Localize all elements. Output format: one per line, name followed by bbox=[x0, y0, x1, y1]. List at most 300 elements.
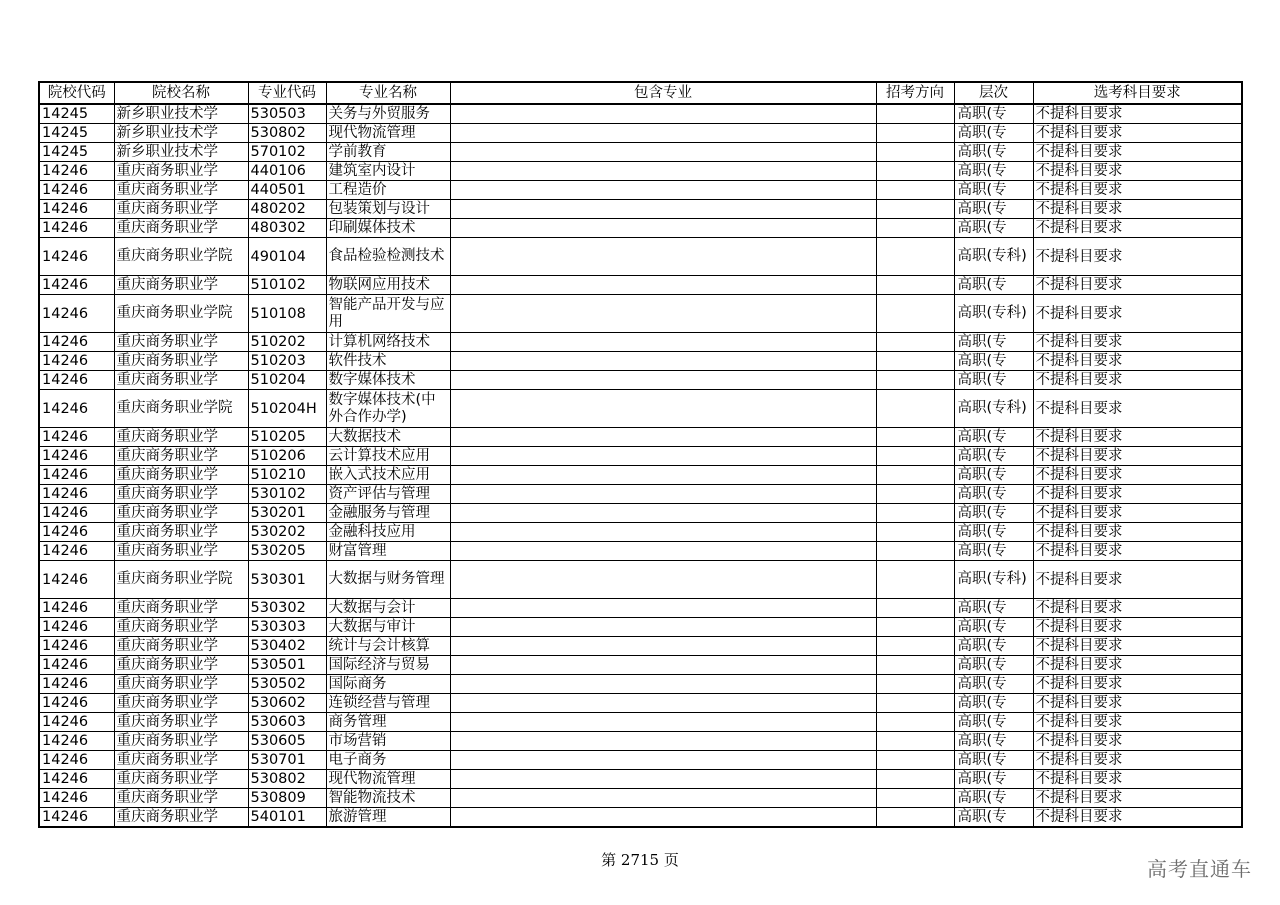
cell-included-majors bbox=[450, 675, 876, 694]
table-row bbox=[39, 219, 1242, 238]
cell-level: 高职(专 bbox=[954, 466, 1033, 485]
cell-direction bbox=[876, 352, 954, 371]
cell-major-name: 数字媒体技术 bbox=[326, 371, 450, 390]
table-row bbox=[39, 352, 1242, 371]
cell-subject-requirement: 不提科目要求 bbox=[1033, 238, 1242, 276]
cell-school-name: 重庆商务职业学 bbox=[114, 333, 248, 352]
cell-school-code: 14246 bbox=[39, 637, 114, 656]
cell-direction bbox=[876, 808, 954, 828]
cell-school-code: 14246 bbox=[39, 656, 114, 675]
cell-school-code: 14246 bbox=[39, 352, 114, 371]
cell-school-code: 14246 bbox=[39, 732, 114, 751]
cell-school-name: 重庆商务职业学 bbox=[114, 485, 248, 504]
cell-school-code: 14246 bbox=[39, 808, 114, 828]
cell-major-code: 530303 bbox=[248, 618, 326, 637]
cell-major-name: 旅游管理 bbox=[326, 808, 450, 828]
cell-subject-requirement: 不提科目要求 bbox=[1033, 181, 1242, 200]
cell-school-name: 重庆商务职业学 bbox=[114, 504, 248, 523]
cell-direction bbox=[876, 238, 954, 276]
table-row bbox=[39, 485, 1242, 504]
cell-direction bbox=[876, 599, 954, 618]
table-row bbox=[39, 732, 1242, 751]
table-row bbox=[39, 295, 1242, 333]
cell-included-majors bbox=[450, 333, 876, 352]
cell-subject-requirement: 不提科目要求 bbox=[1033, 162, 1242, 181]
cell-school-name: 新乡职业技术学 bbox=[114, 124, 248, 143]
cell-level: 高职(专 bbox=[954, 124, 1033, 143]
cell-school-name: 重庆商务职业学 bbox=[114, 466, 248, 485]
cell-included-majors bbox=[450, 276, 876, 295]
cell-level: 高职(专 bbox=[954, 523, 1033, 542]
cell-direction bbox=[876, 124, 954, 143]
cell-school-code: 14246 bbox=[39, 238, 114, 276]
cell-major-name: 商务管理 bbox=[326, 713, 450, 732]
cell-direction bbox=[876, 751, 954, 770]
cell-level: 高职(专 bbox=[954, 162, 1033, 181]
cell-major-name: 现代物流管理 bbox=[326, 770, 450, 789]
cell-direction bbox=[876, 295, 954, 333]
table-row bbox=[39, 637, 1242, 656]
cell-level: 高职(专 bbox=[954, 504, 1033, 523]
cell-level: 高职(专 bbox=[954, 808, 1033, 828]
cell-school-name: 新乡职业技术学 bbox=[114, 104, 248, 124]
table-row bbox=[39, 789, 1242, 808]
cell-direction bbox=[876, 770, 954, 789]
cell-major-code: 490104 bbox=[248, 238, 326, 276]
cell-major-code: 570102 bbox=[248, 143, 326, 162]
cell-major-code: 530501 bbox=[248, 656, 326, 675]
cell-school-code: 14246 bbox=[39, 675, 114, 694]
cell-subject-requirement: 不提科目要求 bbox=[1033, 276, 1242, 295]
cell-school-code: 14246 bbox=[39, 599, 114, 618]
cell-subject-requirement: 不提科目要求 bbox=[1033, 542, 1242, 561]
cell-included-majors bbox=[450, 390, 876, 428]
cell-direction bbox=[876, 618, 954, 637]
cell-school-code: 14246 bbox=[39, 447, 114, 466]
cell-school-code: 14245 bbox=[39, 104, 114, 124]
cell-major-code: 510108 bbox=[248, 295, 326, 333]
cell-direction bbox=[876, 485, 954, 504]
page-number: 第 2715 页 bbox=[601, 851, 679, 869]
cell-included-majors bbox=[450, 637, 876, 656]
cell-school-name: 重庆商务职业学 bbox=[114, 789, 248, 808]
cell-school-code: 14246 bbox=[39, 770, 114, 789]
table-row bbox=[39, 466, 1242, 485]
cell-school-name: 重庆商务职业学 bbox=[114, 675, 248, 694]
cell-included-majors bbox=[450, 656, 876, 675]
cell-school-code: 14246 bbox=[39, 390, 114, 428]
cell-school-name: 重庆商务职业学 bbox=[114, 694, 248, 713]
cell-included-majors bbox=[450, 428, 876, 447]
cell-school-code: 14246 bbox=[39, 751, 114, 770]
cell-level: 高职(专 bbox=[954, 694, 1033, 713]
cell-school-name: 重庆商务职业学 bbox=[114, 276, 248, 295]
cell-major-code: 530809 bbox=[248, 789, 326, 808]
cell-major-code: 510202 bbox=[248, 333, 326, 352]
cell-major-name: 国际经济与贸易 bbox=[326, 656, 450, 675]
cell-level: 高职(专 bbox=[954, 618, 1033, 637]
cell-direction bbox=[876, 276, 954, 295]
cell-subject-requirement: 不提科目要求 bbox=[1033, 694, 1242, 713]
cell-level: 高职(专 bbox=[954, 732, 1033, 751]
cell-major-code: 530201 bbox=[248, 504, 326, 523]
cell-level: 高职(专 bbox=[954, 542, 1033, 561]
cell-direction bbox=[876, 789, 954, 808]
cell-included-majors bbox=[450, 181, 876, 200]
cell-major-code: 530402 bbox=[248, 637, 326, 656]
cell-level: 高职(专 bbox=[954, 447, 1033, 466]
cell-subject-requirement: 不提科目要求 bbox=[1033, 219, 1242, 238]
table-body bbox=[39, 104, 1242, 827]
cell-direction bbox=[876, 637, 954, 656]
cell-major-code: 440501 bbox=[248, 181, 326, 200]
cell-school-name: 重庆商务职业学 bbox=[114, 162, 248, 181]
cell-school-name: 重庆商务职业学 bbox=[114, 713, 248, 732]
cell-level: 高职(专科) bbox=[954, 295, 1033, 333]
cell-school-code: 14246 bbox=[39, 219, 114, 238]
cell-school-code: 14246 bbox=[39, 200, 114, 219]
cell-included-majors bbox=[450, 447, 876, 466]
table-row bbox=[39, 333, 1242, 352]
cell-subject-requirement: 不提科目要求 bbox=[1033, 200, 1242, 219]
cell-school-name: 重庆商务职业学院 bbox=[114, 238, 248, 276]
cell-major-code: 530602 bbox=[248, 694, 326, 713]
cell-included-majors bbox=[450, 124, 876, 143]
cell-level: 高职(专 bbox=[954, 371, 1033, 390]
cell-subject-requirement: 不提科目要求 bbox=[1033, 618, 1242, 637]
table-row bbox=[39, 371, 1242, 390]
cell-included-majors bbox=[450, 295, 876, 333]
cell-included-majors bbox=[450, 808, 876, 828]
cell-included-majors bbox=[450, 523, 876, 542]
header-level: 层次 bbox=[954, 82, 1033, 104]
table-row bbox=[39, 561, 1242, 599]
header-school-code: 院校代码 bbox=[39, 82, 114, 104]
cell-subject-requirement: 不提科目要求 bbox=[1033, 656, 1242, 675]
header-major-code: 专业代码 bbox=[248, 82, 326, 104]
cell-included-majors bbox=[450, 485, 876, 504]
cell-major-name: 大数据技术 bbox=[326, 428, 450, 447]
cell-school-code: 14246 bbox=[39, 181, 114, 200]
cell-included-majors bbox=[450, 504, 876, 523]
cell-level: 高职(专科) bbox=[954, 390, 1033, 428]
table-row bbox=[39, 808, 1242, 828]
cell-school-name: 重庆商务职业学 bbox=[114, 618, 248, 637]
cell-included-majors bbox=[450, 371, 876, 390]
cell-level: 高职(专 bbox=[954, 713, 1033, 732]
table-row bbox=[39, 694, 1242, 713]
cell-school-name: 重庆商务职业学 bbox=[114, 751, 248, 770]
table-row bbox=[39, 523, 1242, 542]
cell-direction bbox=[876, 466, 954, 485]
header-subject-requirement: 选考科目要求 bbox=[1033, 82, 1242, 104]
table-row bbox=[39, 599, 1242, 618]
table-row bbox=[39, 656, 1242, 675]
cell-school-name: 重庆商务职业学 bbox=[114, 656, 248, 675]
cell-included-majors bbox=[450, 770, 876, 789]
cell-major-name: 大数据与财务管理 bbox=[326, 561, 450, 599]
cell-level: 高职(专 bbox=[954, 789, 1033, 808]
cell-included-majors bbox=[450, 219, 876, 238]
cell-direction bbox=[876, 428, 954, 447]
cell-direction bbox=[876, 447, 954, 466]
cell-included-majors bbox=[450, 694, 876, 713]
cell-direction bbox=[876, 694, 954, 713]
cell-subject-requirement: 不提科目要求 bbox=[1033, 504, 1242, 523]
cell-major-code: 480202 bbox=[248, 200, 326, 219]
cell-direction bbox=[876, 162, 954, 181]
cell-major-code: 530502 bbox=[248, 675, 326, 694]
cell-level: 高职(专 bbox=[954, 770, 1033, 789]
header-major-name: 专业名称 bbox=[326, 82, 450, 104]
cell-subject-requirement: 不提科目要求 bbox=[1033, 390, 1242, 428]
cell-school-code: 14246 bbox=[39, 618, 114, 637]
table-row bbox=[39, 390, 1242, 428]
cell-direction bbox=[876, 656, 954, 675]
cell-major-code: 530701 bbox=[248, 751, 326, 770]
cell-direction bbox=[876, 371, 954, 390]
table-row bbox=[39, 618, 1242, 637]
cell-level: 高职(专 bbox=[954, 599, 1033, 618]
cell-direction bbox=[876, 732, 954, 751]
cell-level: 高职(专 bbox=[954, 200, 1033, 219]
cell-major-name: 金融服务与管理 bbox=[326, 504, 450, 523]
cell-subject-requirement: 不提科目要求 bbox=[1033, 599, 1242, 618]
table-row bbox=[39, 124, 1242, 143]
cell-subject-requirement: 不提科目要求 bbox=[1033, 485, 1242, 504]
cell-level: 高职(专 bbox=[954, 104, 1033, 124]
cell-included-majors bbox=[450, 238, 876, 276]
cell-major-name: 数字媒体技术(中外合作办学) bbox=[326, 390, 450, 428]
cell-school-code: 14246 bbox=[39, 789, 114, 808]
cell-level: 高职(专 bbox=[954, 352, 1033, 371]
cell-subject-requirement: 不提科目要求 bbox=[1033, 751, 1242, 770]
cell-subject-requirement: 不提科目要求 bbox=[1033, 104, 1242, 124]
cell-major-name: 关务与外贸服务 bbox=[326, 104, 450, 124]
cell-school-name: 重庆商务职业学院 bbox=[114, 390, 248, 428]
table-row bbox=[39, 770, 1242, 789]
cell-school-code: 14246 bbox=[39, 694, 114, 713]
cell-included-majors bbox=[450, 561, 876, 599]
cell-school-code: 14246 bbox=[39, 162, 114, 181]
cell-school-code: 14246 bbox=[39, 371, 114, 390]
cell-school-code: 14246 bbox=[39, 523, 114, 542]
cell-major-name: 连锁经营与管理 bbox=[326, 694, 450, 713]
cell-major-code: 530503 bbox=[248, 104, 326, 124]
cell-school-name: 重庆商务职业学 bbox=[114, 770, 248, 789]
cell-direction bbox=[876, 561, 954, 599]
cell-level: 高职(专 bbox=[954, 219, 1033, 238]
cell-subject-requirement: 不提科目要求 bbox=[1033, 770, 1242, 789]
cell-major-name: 印刷媒体技术 bbox=[326, 219, 450, 238]
cell-major-code: 530603 bbox=[248, 713, 326, 732]
cell-subject-requirement: 不提科目要求 bbox=[1033, 352, 1242, 371]
table-row bbox=[39, 504, 1242, 523]
cell-school-code: 14246 bbox=[39, 466, 114, 485]
cell-major-code: 510204 bbox=[248, 371, 326, 390]
cell-included-majors bbox=[450, 143, 876, 162]
cell-school-name: 重庆商务职业学 bbox=[114, 808, 248, 828]
cell-school-name: 重庆商务职业学 bbox=[114, 732, 248, 751]
cell-subject-requirement: 不提科目要求 bbox=[1033, 713, 1242, 732]
cell-school-name: 新乡职业技术学 bbox=[114, 143, 248, 162]
cell-included-majors bbox=[450, 618, 876, 637]
cell-major-name: 现代物流管理 bbox=[326, 124, 450, 143]
cell-school-code: 14246 bbox=[39, 485, 114, 504]
cell-major-name: 包装策划与设计 bbox=[326, 200, 450, 219]
cell-major-name: 建筑室内设计 bbox=[326, 162, 450, 181]
cell-major-name: 市场营销 bbox=[326, 732, 450, 751]
cell-subject-requirement: 不提科目要求 bbox=[1033, 428, 1242, 447]
cell-major-name: 智能物流技术 bbox=[326, 789, 450, 808]
cell-direction bbox=[876, 333, 954, 352]
cell-major-name: 计算机网络技术 bbox=[326, 333, 450, 352]
cell-direction bbox=[876, 390, 954, 428]
cell-major-name: 工程造价 bbox=[326, 181, 450, 200]
cell-major-name: 资产评估与管理 bbox=[326, 485, 450, 504]
cell-school-code: 14245 bbox=[39, 143, 114, 162]
header-included-majors: 包含专业 bbox=[450, 82, 876, 104]
cell-included-majors bbox=[450, 713, 876, 732]
cell-school-code: 14246 bbox=[39, 504, 114, 523]
cell-subject-requirement: 不提科目要求 bbox=[1033, 732, 1242, 751]
cell-level: 高职(专 bbox=[954, 333, 1033, 352]
table-row bbox=[39, 162, 1242, 181]
header-school-name: 院校名称 bbox=[114, 82, 248, 104]
cell-major-code: 530102 bbox=[248, 485, 326, 504]
cell-school-name: 重庆商务职业学院 bbox=[114, 561, 248, 599]
cell-school-name: 重庆商务职业学 bbox=[114, 371, 248, 390]
cell-direction bbox=[876, 542, 954, 561]
table-row bbox=[39, 276, 1242, 295]
cell-direction bbox=[876, 200, 954, 219]
cell-included-majors bbox=[450, 466, 876, 485]
cell-subject-requirement: 不提科目要求 bbox=[1033, 466, 1242, 485]
cell-school-name: 重庆商务职业学 bbox=[114, 200, 248, 219]
cell-school-code: 14246 bbox=[39, 542, 114, 561]
cell-direction bbox=[876, 181, 954, 200]
table-row bbox=[39, 200, 1242, 219]
cell-direction bbox=[876, 713, 954, 732]
table-row bbox=[39, 447, 1242, 466]
table-row bbox=[39, 143, 1242, 162]
cell-subject-requirement: 不提科目要求 bbox=[1033, 675, 1242, 694]
cell-included-majors bbox=[450, 104, 876, 124]
cell-major-code: 510102 bbox=[248, 276, 326, 295]
cell-major-code: 510203 bbox=[248, 352, 326, 371]
table-row bbox=[39, 428, 1242, 447]
cell-school-name: 重庆商务职业学 bbox=[114, 352, 248, 371]
cell-subject-requirement: 不提科目要求 bbox=[1033, 561, 1242, 599]
cell-level: 高职(专 bbox=[954, 276, 1033, 295]
cell-included-majors bbox=[450, 751, 876, 770]
cell-level: 高职(专 bbox=[954, 637, 1033, 656]
cell-included-majors bbox=[450, 200, 876, 219]
cell-direction bbox=[876, 523, 954, 542]
cell-major-name: 大数据与审计 bbox=[326, 618, 450, 637]
cell-school-code: 14245 bbox=[39, 124, 114, 143]
cell-major-name: 国际商务 bbox=[326, 675, 450, 694]
cell-level: 高职(专 bbox=[954, 751, 1033, 770]
cell-school-code: 14246 bbox=[39, 713, 114, 732]
table-row bbox=[39, 181, 1242, 200]
cell-included-majors bbox=[450, 352, 876, 371]
cell-level: 高职(专 bbox=[954, 181, 1033, 200]
cell-school-name: 重庆商务职业学 bbox=[114, 219, 248, 238]
cell-direction bbox=[876, 504, 954, 523]
cell-major-code: 510206 bbox=[248, 447, 326, 466]
cell-level: 高职(专 bbox=[954, 143, 1033, 162]
cell-major-name: 金融科技应用 bbox=[326, 523, 450, 542]
cell-included-majors bbox=[450, 542, 876, 561]
cell-subject-requirement: 不提科目要求 bbox=[1033, 371, 1242, 390]
cell-school-name: 重庆商务职业学 bbox=[114, 637, 248, 656]
cell-major-name: 财富管理 bbox=[326, 542, 450, 561]
cell-major-code: 480302 bbox=[248, 219, 326, 238]
cell-major-code: 510205 bbox=[248, 428, 326, 447]
cell-school-code: 14246 bbox=[39, 428, 114, 447]
cell-included-majors bbox=[450, 789, 876, 808]
cell-direction bbox=[876, 143, 954, 162]
table-row bbox=[39, 713, 1242, 732]
cell-major-name: 物联网应用技术 bbox=[326, 276, 450, 295]
cell-school-code: 14246 bbox=[39, 295, 114, 333]
cell-level: 高职(专 bbox=[954, 675, 1033, 694]
cell-school-name: 重庆商务职业学 bbox=[114, 447, 248, 466]
cell-subject-requirement: 不提科目要求 bbox=[1033, 333, 1242, 352]
cell-school-code: 14246 bbox=[39, 561, 114, 599]
cell-major-code: 530802 bbox=[248, 770, 326, 789]
admissions-table bbox=[38, 81, 1243, 828]
cell-major-name: 大数据与会计 bbox=[326, 599, 450, 618]
cell-school-name: 重庆商务职业学 bbox=[114, 542, 248, 561]
cell-major-code: 530302 bbox=[248, 599, 326, 618]
cell-included-majors bbox=[450, 732, 876, 751]
cell-level: 高职(专科) bbox=[954, 238, 1033, 276]
cell-school-name: 重庆商务职业学 bbox=[114, 428, 248, 447]
table-row bbox=[39, 104, 1242, 124]
watermark-logo: 高考直通车 bbox=[1147, 857, 1252, 881]
cell-direction bbox=[876, 675, 954, 694]
cell-major-name: 学前教育 bbox=[326, 143, 450, 162]
cell-level: 高职(专 bbox=[954, 485, 1033, 504]
cell-major-name: 电子商务 bbox=[326, 751, 450, 770]
cell-subject-requirement: 不提科目要求 bbox=[1033, 808, 1242, 828]
cell-major-name: 软件技术 bbox=[326, 352, 450, 371]
cell-school-code: 14246 bbox=[39, 333, 114, 352]
cell-major-code: 510204H bbox=[248, 390, 326, 428]
cell-major-code: 530802 bbox=[248, 124, 326, 143]
cell-school-name: 重庆商务职业学 bbox=[114, 523, 248, 542]
cell-subject-requirement: 不提科目要求 bbox=[1033, 523, 1242, 542]
cell-included-majors bbox=[450, 162, 876, 181]
cell-level: 高职(专 bbox=[954, 656, 1033, 675]
cell-major-code: 530205 bbox=[248, 542, 326, 561]
cell-major-name: 食品检验检测技术 bbox=[326, 238, 450, 276]
cell-school-name: 重庆商务职业学院 bbox=[114, 295, 248, 333]
cell-direction bbox=[876, 219, 954, 238]
cell-major-code: 510210 bbox=[248, 466, 326, 485]
cell-subject-requirement: 不提科目要求 bbox=[1033, 124, 1242, 143]
cell-major-code: 440106 bbox=[248, 162, 326, 181]
cell-included-majors bbox=[450, 599, 876, 618]
header-direction: 招考方向 bbox=[876, 82, 954, 104]
cell-subject-requirement: 不提科目要求 bbox=[1033, 143, 1242, 162]
cell-major-code: 530301 bbox=[248, 561, 326, 599]
cell-subject-requirement: 不提科目要求 bbox=[1033, 789, 1242, 808]
cell-subject-requirement: 不提科目要求 bbox=[1033, 295, 1242, 333]
cell-major-name: 嵌入式技术应用 bbox=[326, 466, 450, 485]
